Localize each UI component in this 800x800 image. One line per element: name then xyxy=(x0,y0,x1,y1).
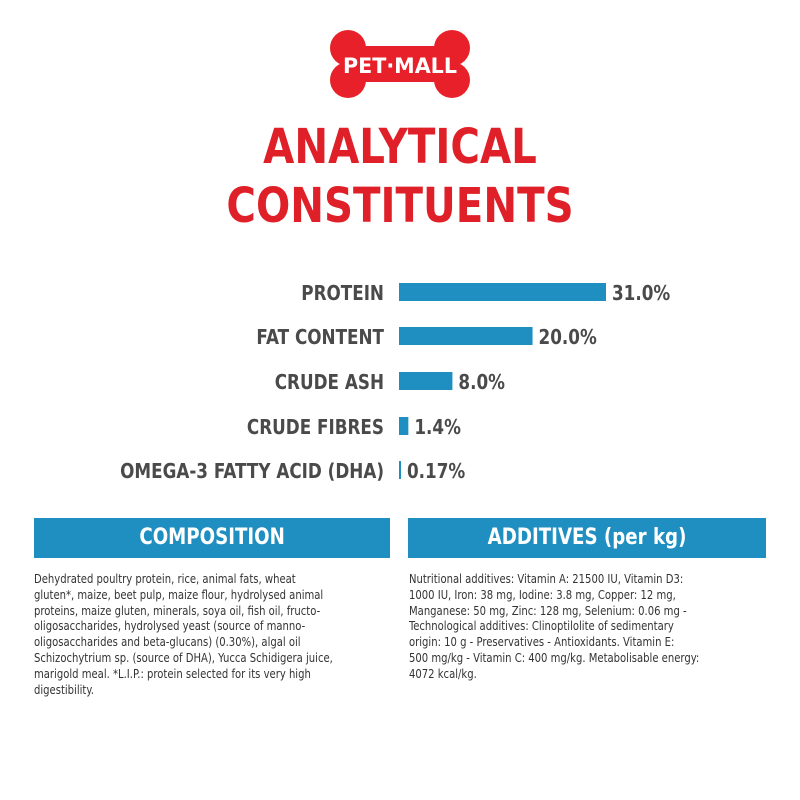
bar-category-label: OMEGA-3 FATTY ACID (DHA) xyxy=(120,460,384,484)
bar xyxy=(399,283,606,301)
composition-line: Schizochytrium sp. (source of DHA), Yucca Schidigera juice, xyxy=(34,650,333,665)
bar-category-label: FAT CONTENT xyxy=(256,326,384,350)
composition-line: digestibility. xyxy=(34,682,94,697)
additives-header xyxy=(408,518,766,558)
composition-text xyxy=(34,572,406,698)
additives-line: Technological additives: Clinoptilolite of sedimentary xyxy=(409,619,674,634)
bar xyxy=(399,372,452,390)
composition-line: gluten*, maize, beet pulp, maize flour, hydrolysed animal xyxy=(34,587,324,602)
bar-value-label: 0.17% xyxy=(406,460,466,484)
composition-line: marigold meal. *L.I.P.: protein selected for its very high xyxy=(34,666,311,681)
page-title xyxy=(64,118,736,236)
additives-line: 4072 kcal/kg. xyxy=(409,666,477,681)
bar-value-label: 20.0% xyxy=(538,326,597,350)
composition-line: oligosaccharides, hydrolysed yeast (source of manno- xyxy=(34,619,306,634)
composition-header xyxy=(34,518,390,558)
composition-line: proteins, maize gluten, minerals, soya oil, fish oil, fructo- xyxy=(34,603,321,618)
additives-line: 500 mg/kg - Vitamin C: 400 mg/kg. Metabolisable energy: xyxy=(409,650,700,665)
additives-line: origin: 10 g - Preservatives - Antioxidants. Vitamin E: xyxy=(409,635,675,650)
bar xyxy=(399,327,533,345)
bar-value-label: 1.4% xyxy=(414,416,461,440)
additives-heading: ADDITIVES (per kg) xyxy=(487,525,687,550)
bar xyxy=(399,461,401,479)
title-line-1: ANALYTICAL xyxy=(263,119,537,175)
additives-text xyxy=(409,572,767,683)
additives-line: 1000 IU, Iron: 38 mg, Iodine: 3.8 mg, Copper: 12 mg, xyxy=(409,587,676,602)
bar xyxy=(399,417,408,435)
pet-mall-logo xyxy=(328,28,472,100)
composition-line: oligosaccharides and beta-glucans) (0.30%), algal oil xyxy=(34,635,301,650)
bar-category-label: CRUDE FIBRES xyxy=(246,416,384,440)
bar-category-label: CRUDE ASH xyxy=(274,371,384,395)
bar-value-label: 8.0% xyxy=(458,371,505,395)
bar-value-label: 31.0% xyxy=(612,282,671,306)
logo-text: PET·MALL xyxy=(343,54,457,78)
title-line-2: CONSTITUENTS xyxy=(226,178,574,234)
composition-line: Dehydrated poultry protein, rice, animal fats, wheat xyxy=(34,572,296,586)
additives-line: Manganese: 50 mg, Zinc: 128 mg, Selenium: 0.06 mg - xyxy=(409,603,687,618)
additives-line: Nutritional additives: Vitamin A: 21500 IU, Vitamin D3: xyxy=(409,572,684,586)
bar-category-label: PROTEIN xyxy=(301,282,384,306)
composition-heading: COMPOSITION xyxy=(139,525,285,550)
